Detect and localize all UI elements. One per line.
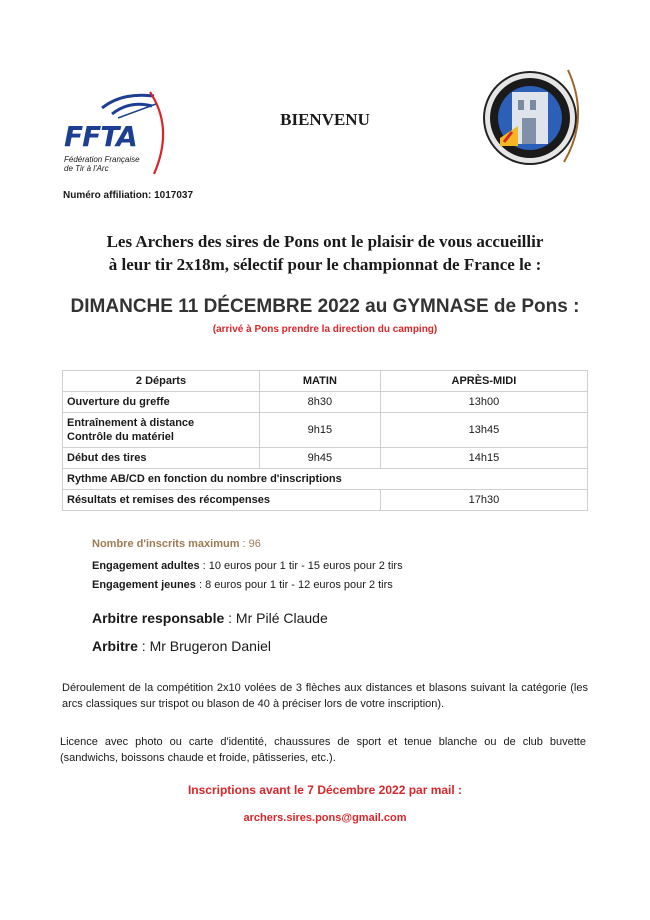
welcome-heading: BIENVENU [280, 110, 370, 129]
row-label: Ouverture du greffe [63, 392, 260, 413]
referee-main-label: Arbitre responsable [92, 610, 225, 626]
referee-main-value: : Mr Pilé Claude [224, 610, 328, 626]
fee-young [92, 579, 393, 591]
max-participants [92, 538, 261, 550]
max-participants-value: : 96 [239, 538, 261, 550]
table-row [63, 413, 588, 448]
fee-adults [92, 560, 403, 572]
affiliation-number: Numéro affiliation: 1017037 [63, 190, 194, 201]
intro-line-2: à leur tir 2x18m, sélectif pour le championnat de France le : [108, 255, 542, 274]
fee-adults-value: : 10 euros pour 1 tir - 15 euros pour 2 tirs [199, 560, 403, 572]
intro-line-1: Les Archers des sires de Pons ont le plaisir de vous accueillir [106, 232, 544, 251]
row-afternoon: 14h15 [380, 448, 587, 469]
row-label-full: Rythme AB/CD en fonction du nombre d'inscriptions [63, 469, 588, 490]
header-departures: 2 Départs [63, 371, 260, 392]
header-morning: MATIN [260, 371, 381, 392]
referee-second [92, 638, 271, 654]
header-afternoon: APRÈS-MIDI [380, 371, 587, 392]
row-afternoon: 13h00 [380, 392, 587, 413]
schedule-table [62, 370, 588, 511]
table-row [63, 392, 588, 413]
referee-main [92, 610, 328, 626]
row-label-line1: Entraînement à distance [67, 417, 195, 429]
table-row [63, 490, 588, 511]
row-label: Début des tires [63, 448, 260, 469]
ffta-subtitle-line1: Fédération Française [64, 155, 140, 164]
row-label-line2: Contrôle du matériel [67, 431, 174, 443]
row-morning: 9h15 [260, 413, 381, 448]
referee-value: : Mr Brugeron Daniel [137, 638, 271, 654]
table-row [63, 469, 588, 490]
row-morning: 8h30 [260, 392, 381, 413]
competition-paragraph: Déroulement de la compétition 2x10 volées de 3 flèches aux distances et blasons suivant la catégorie (les arcs classiques sur trispot ou blason de 40 à préciser lors de votre inscription). [62, 682, 588, 710]
max-participants-label: Nombre d'inscrits maximum [92, 538, 240, 550]
referee-label: Arbitre [92, 638, 138, 654]
contact-email: archers.sires.pons@gmail.com [243, 812, 407, 824]
table-row [63, 448, 588, 469]
ffta-brand-text: FFTA [64, 120, 137, 153]
row-label: Résultats et remises des récompenses [63, 490, 381, 511]
ffta-subtitle-line2: de Tir à l'Arc [64, 164, 109, 173]
fee-adults-label: Engagement adultes [92, 560, 200, 572]
table-header-row [63, 371, 588, 392]
row-label [63, 413, 260, 448]
registration-deadline: Inscriptions avant le 7 Décembre 2022 par mail : [187, 783, 463, 797]
row-afternoon: 17h30 [380, 490, 587, 511]
row-morning: 9h45 [260, 448, 381, 469]
event-date-heading: DIMANCHE 11 DÉCEMBRE 2022 au GYMNASE de Pons : [70, 296, 580, 317]
fee-young-label: Engagement jeunes [92, 579, 196, 591]
requirements-paragraph: Licence avec photo ou carte d'identité, chaussures de sport et tenue blanche ou de club buvette (sandwichs, boissons chaude et froide, pâtisseries, etc.). [60, 736, 586, 764]
directions-note: (arrivé à Pons prendre la direction du camping) [212, 324, 438, 335]
fee-young-value: : 8 euros pour 1 tir - 12 euros pour 2 tirs [195, 579, 393, 591]
row-afternoon: 13h45 [380, 413, 587, 448]
